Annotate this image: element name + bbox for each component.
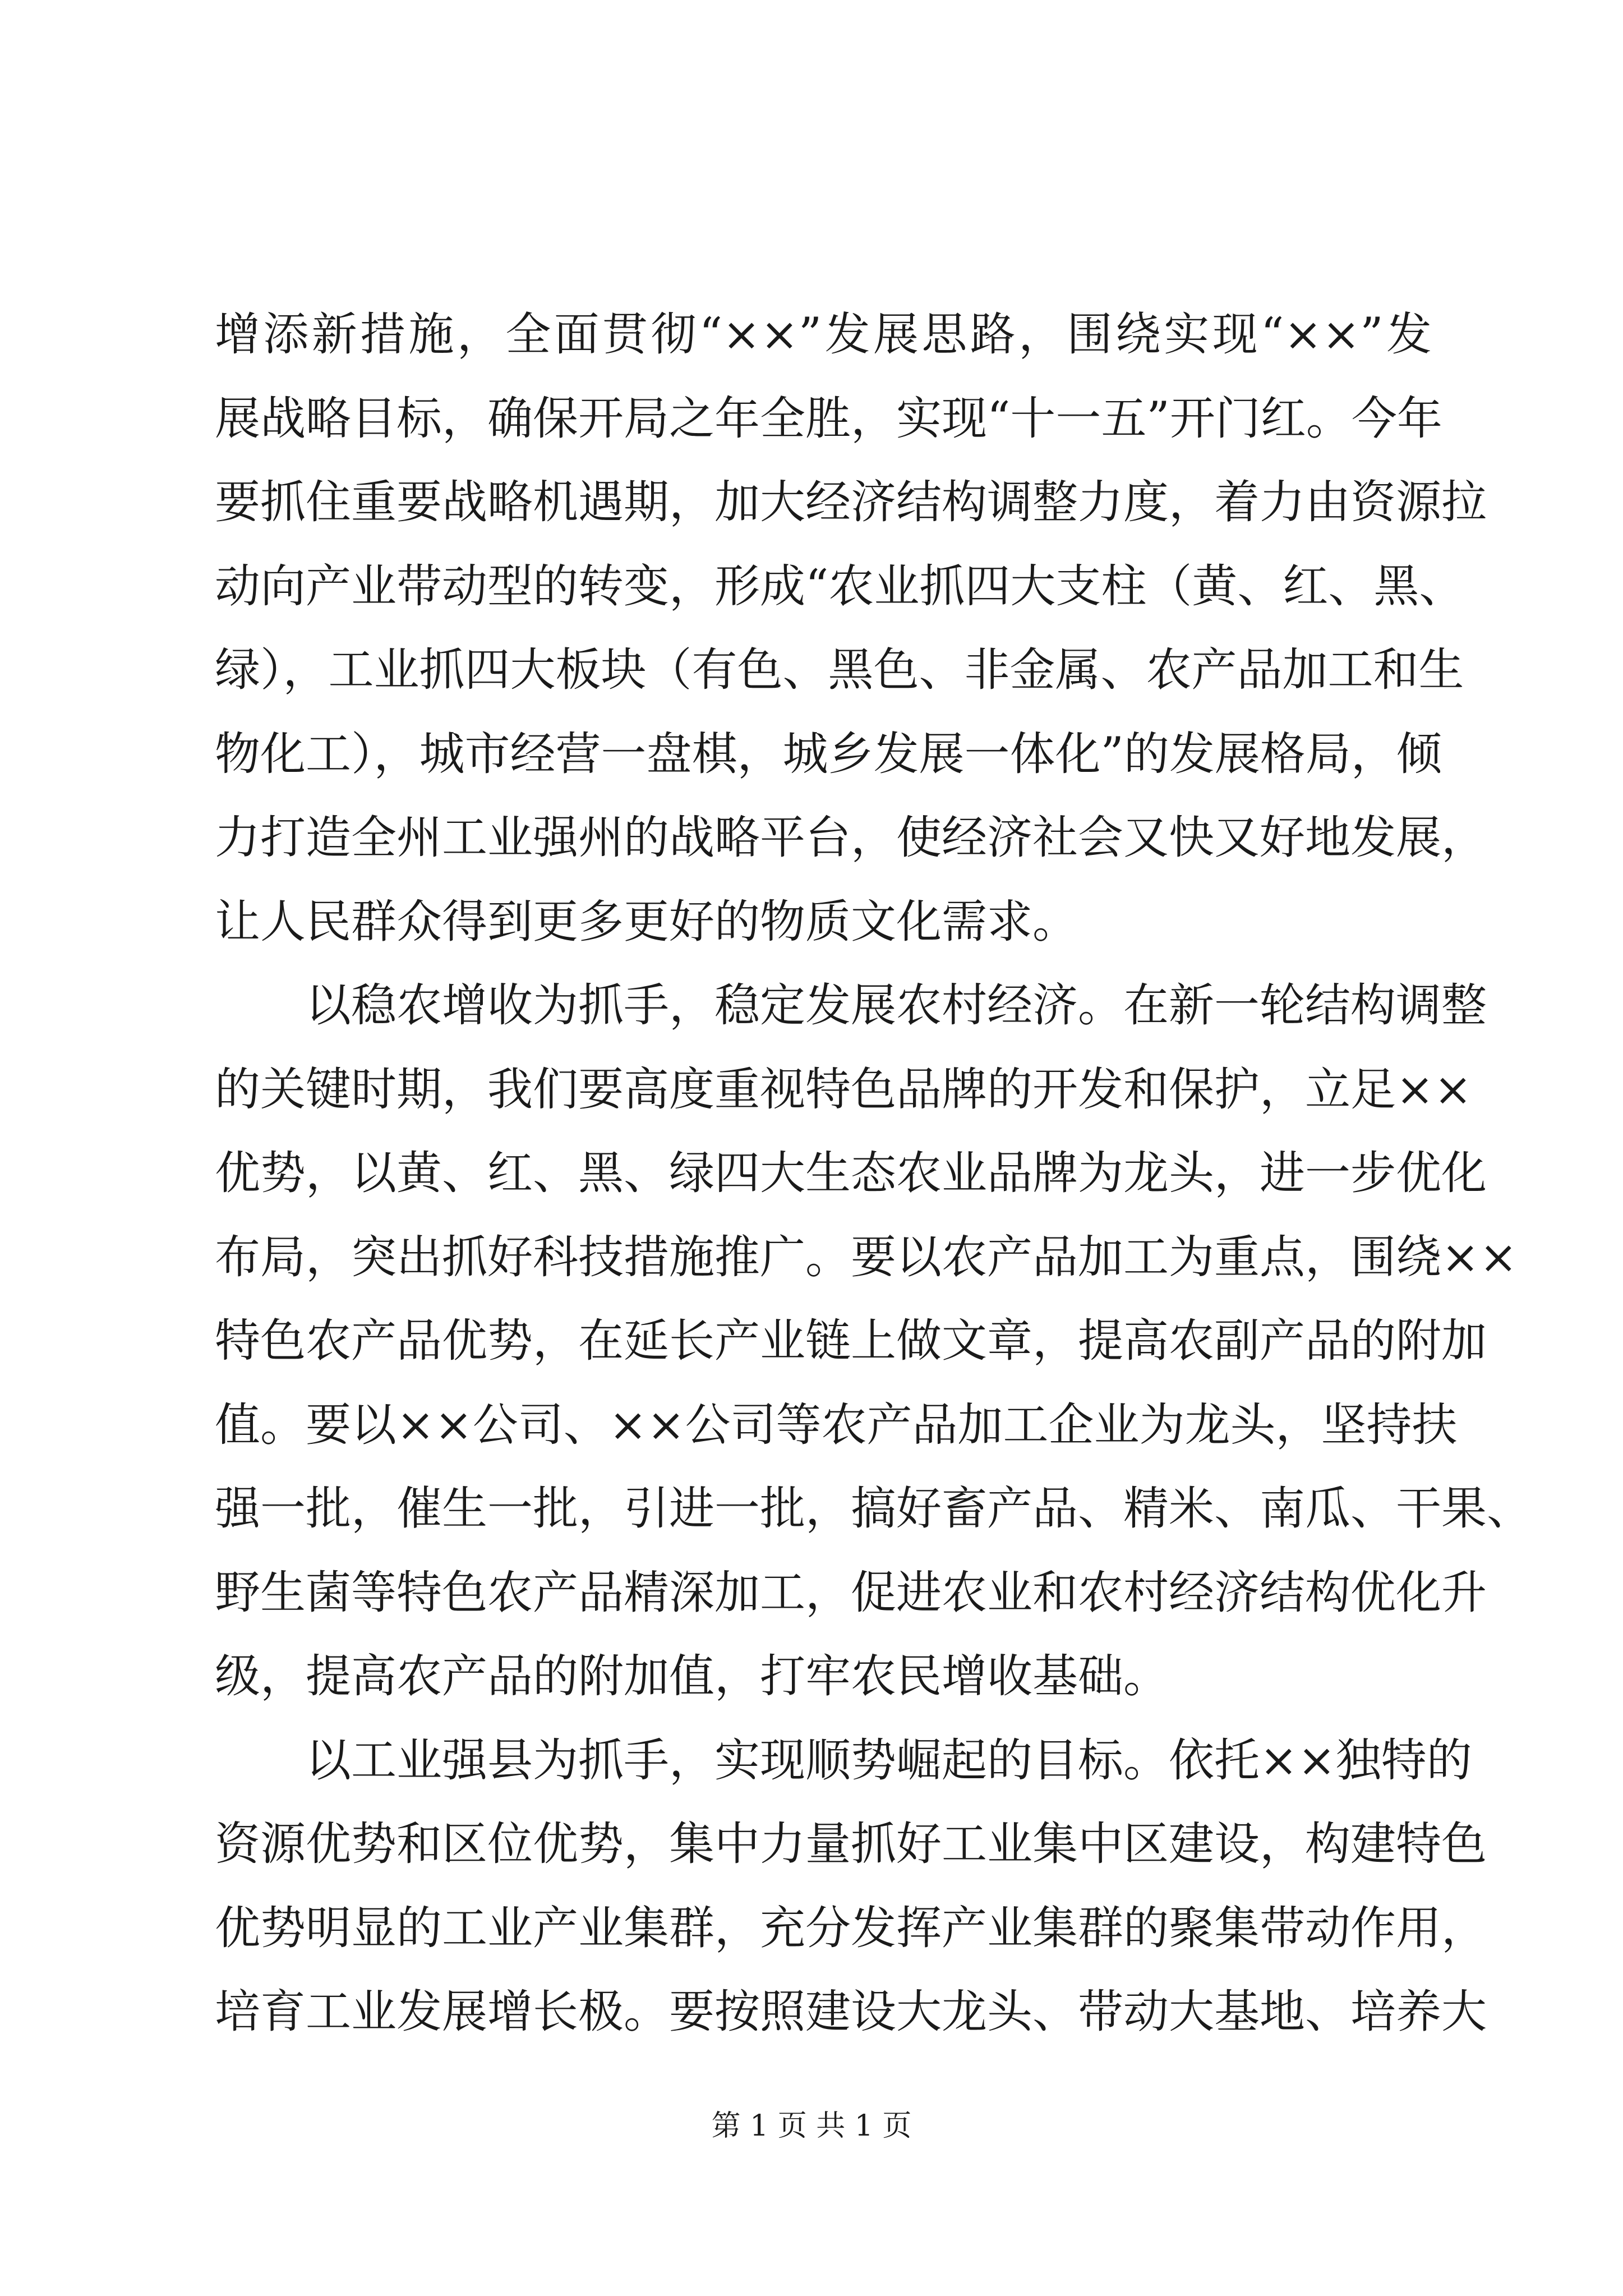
- text-line: 增添新措施，全面贯彻“××”发展思路，围绕实现“××”发: [215, 309, 1432, 361]
- page-footer: 第 1 页 共 1 页: [711, 2109, 912, 2143]
- text-line: 让人民群众得到更多更好的物质文化需求。: [215, 896, 1078, 949]
- text-line: 物化工），城市经营一盘棋，城乡发展一体化”的发展格局，倾: [215, 728, 1442, 781]
- text-line: 力打造全州工业强州的战略平台，使经济社会又快又好地发展，: [215, 812, 1487, 864]
- text-line: 要抓住重要战略机遇期，加大经济结构调整力度，着力由资源拉: [215, 476, 1487, 529]
- text-line: 的关键时期，我们要高度重视特色品牌的开发和保护，立足××: [215, 1064, 1472, 1116]
- text-line: 展战略目标，确保开局之年全胜，实现“十一五”开门红。今年: [215, 393, 1442, 445]
- text-line: 动向产业带动型的转变，形成“农业抓四大支柱（黄、红、黑、: [215, 560, 1465, 613]
- text-line: 优势明显的工业产业集群，充分发挥产业集群的聚集带动作用，: [215, 1902, 1487, 1955]
- text-line: 培育工业发展增长极。要按照建设大龙头、带动大基地、培养大: [215, 1986, 1487, 2039]
- text-line: 以工业强县为抓手，实现顺势崛起的目标。依托××独特的: [306, 1734, 1472, 1787]
- text-line: 值。要以××公司、××公司等农产品加工企业为龙头，坚持扶: [215, 1399, 1458, 1452]
- text-line: 资源优势和区位优势，集中力量抓好工业集中区建设，构建特色: [215, 1818, 1487, 1871]
- text-line: 以稳农增收为抓手，稳定发展农村经济。在新一轮结构调整: [306, 979, 1487, 1032]
- text-line: 优势，以黄、红、黑、绿四大生态农业品牌为龙头，进一步优化: [215, 1147, 1487, 1200]
- text-line: 绿），工业抓四大板块（有色、黑色、非金属、农产品加工和生: [215, 644, 1464, 697]
- text-line: 强一批，催生一批，引进一批，搞好畜产品、精米、南瓜、干果、: [215, 1483, 1533, 1535]
- text-line: 布局，突出抓好科技措施推广。要以农产品加工为重点，围绕××: [215, 1231, 1518, 1284]
- text-line: 特色农产品优势，在延长产业链上做文章，提高农副产品的附加: [215, 1315, 1487, 1368]
- text-line: 野生菌等特色农产品精深加工，促进农业和农村经济结构优化升: [215, 1567, 1487, 1619]
- text-line: 级，提高农产品的附加值，打牢农民增收基础。: [215, 1650, 1169, 1703]
